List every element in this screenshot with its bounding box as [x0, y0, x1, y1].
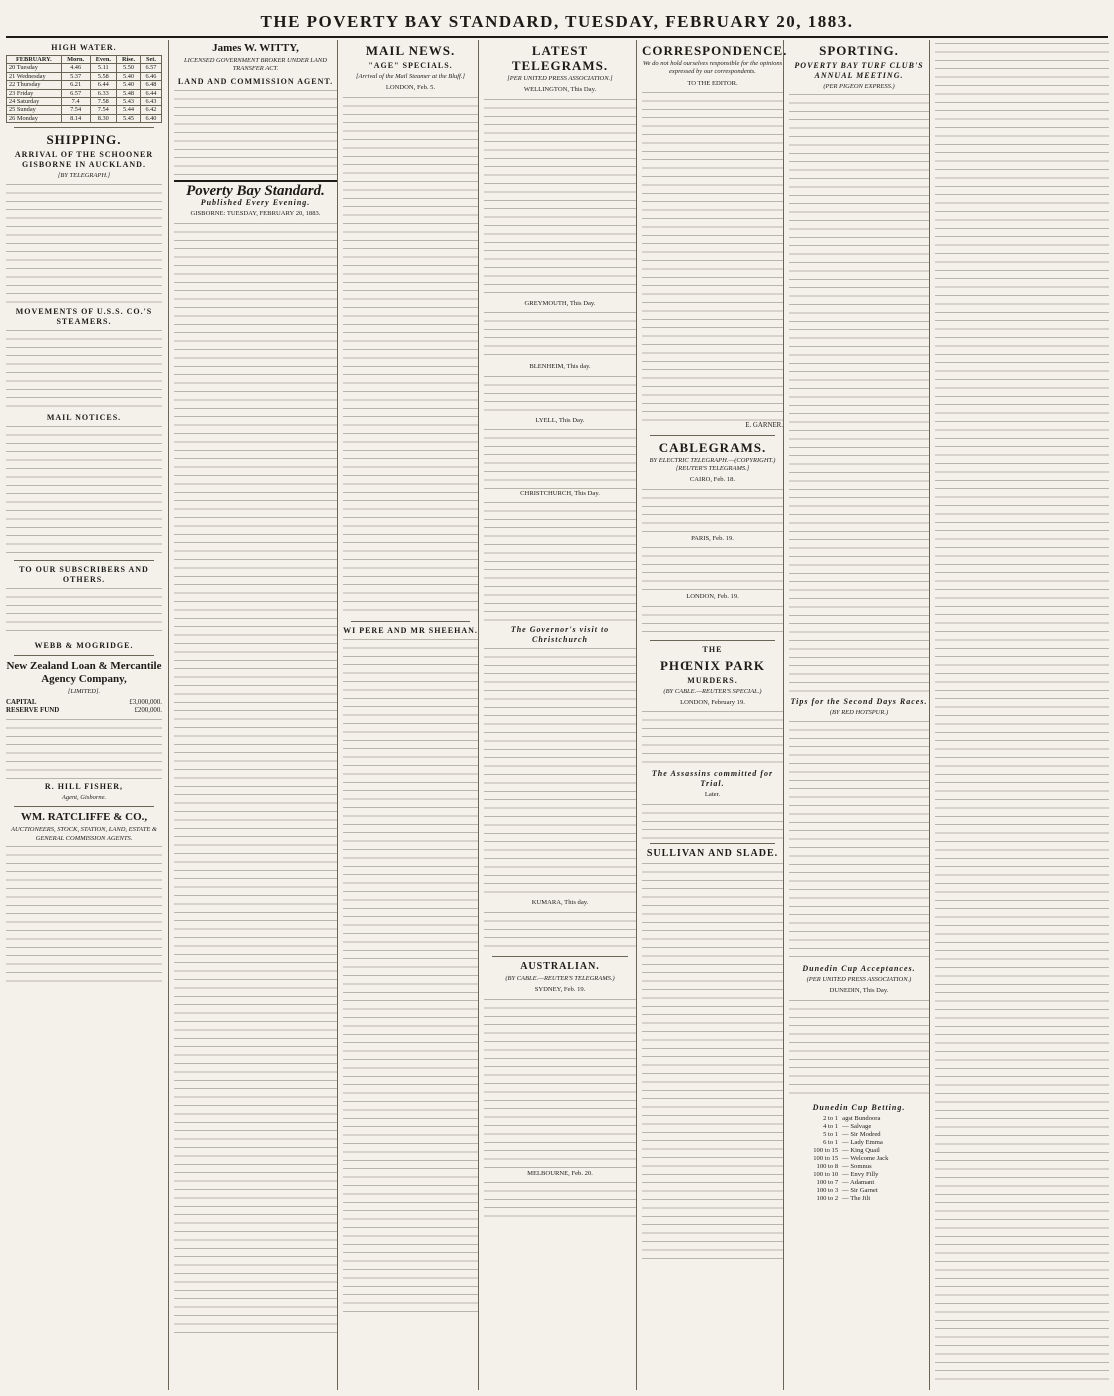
- divider: [14, 127, 154, 128]
- tide-cell: 24 Saturday: [7, 98, 62, 106]
- fisher-name: R. HILL FISHER,: [44, 781, 124, 791]
- assassins-heading: The Assassins committed for Trial.: [651, 769, 774, 789]
- column-2: [168, 40, 342, 1390]
- phoenix-murders: MURDERS.: [687, 675, 738, 685]
- odds-horse: — Envy Filly: [842, 1170, 879, 1178]
- movements-body-text: [6, 330, 162, 410]
- subscribers-body-text: [6, 588, 162, 638]
- tide-cell: 8.14: [61, 114, 90, 122]
- odds-horse: — Salvage: [842, 1122, 872, 1130]
- phoenix-body-text: [642, 711, 783, 766]
- kumara-body-text: [484, 912, 636, 952]
- dunedin-dateline: DUNEDIN, This Day.: [829, 987, 889, 995]
- tide-row: [7, 64, 162, 72]
- odds-row: [789, 1171, 929, 1179]
- paris-dateline: PARIS, Feb. 19.: [691, 534, 734, 542]
- phoenix-park-heading: PHŒNIX PARK: [659, 657, 765, 673]
- column-4: [478, 40, 641, 1390]
- cablegrams-sub: BY ELECTRIC TELEGRAPH.—(COPYRIGHT.) [REUTER'S TELEGRAMS.]: [649, 456, 776, 473]
- later-dateline: Later.: [704, 791, 721, 799]
- tide-cell: 5.43: [117, 98, 141, 106]
- odds-horse: — Somnus: [842, 1162, 872, 1170]
- divider: [650, 640, 775, 641]
- mail-notices-body-text: [6, 426, 162, 556]
- dateline: GISBORNE: TUESDAY, FEBRUARY 20, 1883.: [190, 210, 321, 218]
- tide-cell: 7.54: [61, 106, 90, 114]
- odds-value: 5 to 1: [823, 1130, 839, 1138]
- tide-cell: 7.54: [90, 106, 117, 114]
- tips-heading: Tips for the Second Days Races.: [790, 697, 928, 707]
- odds-row: [789, 1115, 929, 1123]
- nz-loan-ad-title: New Zealand Loan & Mercantile Agency Company,: [6, 659, 162, 685]
- tide-row: [7, 106, 162, 114]
- column-3: [337, 40, 483, 1390]
- divider: [650, 843, 775, 844]
- odds-body: [789, 1115, 929, 1203]
- sporting-heading: SPORTING.: [819, 43, 899, 58]
- mail-notices-heading: MAIL NOTICES.: [46, 412, 122, 422]
- column-1: [6, 40, 167, 1390]
- odds-horse: — King Quail: [842, 1146, 880, 1154]
- age-specials-heading: "AGE" SPECIALS.: [368, 61, 453, 70]
- tide-cell: 6.42: [140, 106, 161, 114]
- tide-cell: 6.46: [140, 72, 161, 80]
- london-body-text: [642, 606, 783, 636]
- arrival-note: [Arrival of the Mail Steamer at the Bluff.]: [355, 73, 466, 80]
- tide-cell: 5.58: [90, 72, 117, 80]
- tide-cell: 5.40: [117, 72, 141, 80]
- odds-value: 4 to 1: [823, 1122, 839, 1130]
- melbourne-dateline: MELBOURNE, Feb. 20.: [527, 1169, 593, 1177]
- tide-cell: 6.48: [140, 81, 161, 89]
- greymouth-body-text: [484, 312, 636, 362]
- divider: [14, 560, 154, 561]
- divider: [492, 956, 628, 957]
- reserve-line: [6, 707, 162, 715]
- tips-body-text: [789, 721, 929, 961]
- correspondence-body-text: [642, 92, 783, 422]
- tide-table: [6, 55, 162, 123]
- tide-row: [7, 89, 162, 97]
- tide-cell: 5.50: [117, 64, 141, 72]
- tide-cell: 8.30: [90, 114, 117, 122]
- odds-horse: — Sir Garnet: [842, 1186, 878, 1194]
- tide-cell: 5.40: [117, 81, 141, 89]
- tide-cell: 5.44: [117, 106, 141, 114]
- sullivan-body-text: [642, 863, 783, 1263]
- dunedin-body-text: [789, 1000, 929, 1100]
- signature: E. GARNER.: [745, 422, 783, 430]
- odds-value: 100 to 8: [816, 1162, 839, 1170]
- capital-line: [6, 699, 162, 707]
- reuter-sub: (BY CABLE.—REUTER'S TELEGRAMS.): [505, 974, 615, 982]
- capital-value: £3,000,000.: [129, 699, 162, 707]
- sydney-body-text: [484, 999, 636, 1169]
- published-line: Published Every Evening.: [200, 198, 311, 208]
- odds-value: 100 to 7: [816, 1178, 839, 1186]
- tide-cell: 6.57: [140, 64, 161, 72]
- column-7-body-text: [935, 43, 1109, 1383]
- tide-row: [7, 98, 162, 106]
- webb-mogridge: WEBB & MOGRIDGE.: [34, 640, 134, 650]
- reserve-label: RESERVE FUND: [6, 707, 60, 715]
- betting-heading: Dunedin Cup Betting.: [812, 1102, 906, 1112]
- lyell-body-text: [484, 429, 636, 489]
- masthead-title: THE POVERTY BAY STANDARD, TUESDAY, FEBRUARY 20, 1883.: [260, 12, 854, 31]
- odds-row: [789, 1195, 929, 1203]
- cablegrams-heading: CABLEGRAMS.: [658, 439, 767, 455]
- column-6: [783, 40, 934, 1390]
- reserve-value: £200,000.: [134, 707, 162, 715]
- odds-value: 6 to 1: [823, 1138, 839, 1146]
- tide-cell: 21 Wednesday: [7, 72, 62, 80]
- odds-horse: — Lady Emma: [842, 1138, 883, 1146]
- tide-row: [7, 81, 162, 89]
- wellington-body-text: [484, 99, 636, 299]
- melbourne-body-text: [484, 1182, 636, 1222]
- london2-dateline: LONDON, February 19.: [680, 699, 745, 707]
- phoenix-the: THE: [702, 644, 723, 654]
- tide-cell: 26 Monday: [7, 114, 62, 122]
- odds-value: 100 to 15: [813, 1146, 839, 1154]
- to-editor: TO THE EDITOR.: [687, 79, 738, 87]
- masthead-rule: [6, 36, 1108, 38]
- assassins-body-text: [642, 804, 783, 839]
- tide-cell: 23 Friday: [7, 89, 62, 97]
- tide-cell: 7.58: [90, 98, 117, 106]
- ratcliffe-ad-title: WM. RATCLIFFE & CO.,: [20, 811, 148, 824]
- ratcliffe-sub: AUCTIONEERS, STOCK, STATION, LAND, ESTATE & GENERAL COMMISSION AGENTS.: [11, 826, 157, 842]
- tide-cell: 4.46: [61, 64, 90, 72]
- subscribers-heading: TO OUR SUBSCRIBERS AND OTHERS.: [19, 564, 149, 584]
- odds-horse: — The Jilt: [842, 1194, 871, 1202]
- tide-cell: 25 Sunday: [7, 106, 62, 114]
- turf-body-text: [789, 94, 929, 694]
- column-5: [636, 40, 788, 1390]
- ratcliffe-body-text: [6, 846, 162, 986]
- nz-loan-limited: [LIMITED].: [67, 687, 101, 695]
- london-dateline: LONDON, Feb. 5.: [385, 84, 436, 92]
- capital-label: CAPITAL: [6, 699, 37, 707]
- masthead: [0, 0, 1114, 36]
- phoenix-sub: (BY CABLE.—REUTER'S SPECIAL.): [663, 687, 762, 695]
- turf-sub: (PER PIGEON EXPRESS.): [823, 83, 895, 90]
- tide-header: Rise.: [117, 56, 141, 64]
- correspondence-note: We do not hold ourselves responsible for the opinions expressed by our correspondents.: [642, 60, 783, 76]
- land-agent-heading: LAND AND COMMISSION AGENT.: [177, 76, 334, 86]
- divider: [14, 806, 154, 807]
- odds-value: 100 to 3: [816, 1186, 839, 1194]
- tide-cell: 5.11: [90, 64, 117, 72]
- odds-value: 2 to 1: [823, 1114, 839, 1122]
- divider: [650, 435, 775, 436]
- tide-cell: 6.21: [61, 81, 90, 89]
- wellington-dateline: WELLINGTON, This Day.: [523, 86, 597, 94]
- column-7: [929, 40, 1109, 1390]
- witty-sub: LICENSED GOVERNMENT BROKER UNDER LAND TRANSFER ACT.: [184, 57, 327, 73]
- divider: [14, 655, 154, 656]
- tide-header: FEBRUARY.: [7, 56, 62, 64]
- odds-row: [789, 1123, 929, 1131]
- tide-header: Morn.: [61, 56, 90, 64]
- tide-row: [7, 114, 162, 122]
- movements-heading: MOVEMENTS OF U.S.S. CO.'S STEAMERS.: [15, 306, 153, 326]
- christchurch-body-text: [484, 502, 636, 622]
- tide-cell: 6.33: [90, 89, 117, 97]
- odds-value: 100 to 2: [816, 1194, 839, 1202]
- sydney-dateline: SYDNEY, Feb. 19.: [534, 986, 586, 994]
- dunedin-sub: (PER UNITED PRESS ASSOCIATION.): [806, 975, 912, 983]
- sheehan-body-text: [343, 639, 478, 1319]
- witty-body-text: [174, 90, 337, 175]
- odds-row: [789, 1187, 929, 1195]
- odds-row: [789, 1163, 929, 1171]
- tips-sub: (BY RED HOTSPUR.): [829, 709, 889, 717]
- odds-row: [789, 1139, 929, 1147]
- governor-heading: The Governor's visit to Christchurch: [510, 625, 610, 645]
- tide-cell: 6.40: [140, 114, 161, 122]
- tide-header: Even.: [90, 56, 117, 64]
- blenheim-dateline: BLENHEIM, This day.: [529, 363, 591, 371]
- odds-value: 100 to 15: [813, 1154, 839, 1162]
- tide-cell: 6.57: [61, 89, 90, 97]
- odds-horse: — Sir Modred: [842, 1130, 881, 1138]
- dunedin-heading: Dunedin Cup Acceptances.: [802, 963, 916, 973]
- cairo-body-text: [642, 489, 783, 534]
- fisher-role: Agent, Gisborne.: [61, 793, 107, 801]
- sheehan-heading: WI PERE AND MR SHEEHAN.: [343, 625, 478, 635]
- australian-heading: AUSTRALIAN.: [520, 960, 600, 972]
- odds-row: [789, 1147, 929, 1155]
- divider: [174, 180, 337, 182]
- tide-cell: 20 Tuesday: [7, 64, 62, 72]
- tide-cell: 6.44: [140, 89, 161, 97]
- blenheim-body-text: [484, 376, 636, 416]
- tide-body: [7, 64, 162, 123]
- odds-row: [789, 1131, 929, 1139]
- tide-cell: 7.4: [61, 98, 90, 106]
- tide-cell: 6.43: [140, 98, 161, 106]
- shipping-body-text: [6, 184, 162, 304]
- lyell-dateline: LYELL, This Day.: [535, 416, 585, 424]
- greymouth-dateline: GREYMOUTH, This Day.: [524, 299, 596, 307]
- odds-table: [789, 1115, 929, 1203]
- mail-news-body-text: [343, 97, 478, 617]
- london-dateline: LONDON, Feb. 19.: [686, 593, 739, 601]
- tide-cell: 5.45: [117, 114, 141, 122]
- shipping-heading: SHIPPING.: [46, 132, 122, 148]
- odds-row: [789, 1179, 929, 1187]
- tide-cell: 5.48: [117, 89, 141, 97]
- kumara-dateline: KUMARA, This day.: [531, 899, 589, 907]
- arrival-heading: ARRIVAL OF THE SCHOONER GISBORNE IN AUCKLAND.: [14, 150, 154, 170]
- tide-header: Set.: [140, 56, 161, 64]
- odds-value: 100 to 10: [813, 1170, 839, 1178]
- tide-header-row: [7, 56, 162, 64]
- odds-horse: — Adamant: [842, 1178, 875, 1186]
- cairo-dateline: CAIRO, Feb. 18.: [689, 476, 736, 484]
- tide-cell: 22 Thursday: [7, 81, 62, 89]
- divider: [351, 621, 470, 622]
- governor-body-text: [484, 648, 636, 898]
- witty-ad-title: James W. WITTY,: [212, 42, 299, 54]
- christchurch-dateline: CHRISTCHURCH, This Day.: [520, 490, 600, 498]
- odds-horse: — Welcome Jack: [842, 1154, 889, 1162]
- by-telegraph: [BY TELEGRAPH.]: [57, 172, 111, 180]
- editorial-body-text: [174, 223, 337, 1333]
- tide-row: [7, 72, 162, 80]
- press-association: [PER UNITED PRESS ASSOCIATION.]: [507, 75, 613, 82]
- paris-body-text: [642, 547, 783, 592]
- tide-cell: 5.37: [61, 72, 90, 80]
- sullivan-heading: SULLIVAN AND SLADE.: [646, 847, 779, 859]
- turf-club-heading: POVERTY BAY TURF CLUB'S ANNUAL MEETING.: [794, 61, 924, 80]
- nz-loan-body-text: [6, 719, 162, 779]
- tide-cell: 6.44: [90, 81, 117, 89]
- tide-heading: HIGH WATER.: [51, 43, 117, 52]
- latest-telegrams-heading: LATEST TELEGRAMS.: [511, 43, 609, 73]
- correspondence-heading: CORRESPONDENCE.: [642, 43, 788, 58]
- paper-nameplate: Poverty Bay Standard.: [186, 182, 325, 199]
- mail-news-heading: MAIL NEWS.: [365, 43, 456, 58]
- odds-horse: agst Bundoora: [842, 1114, 881, 1122]
- odds-row: [789, 1155, 929, 1163]
